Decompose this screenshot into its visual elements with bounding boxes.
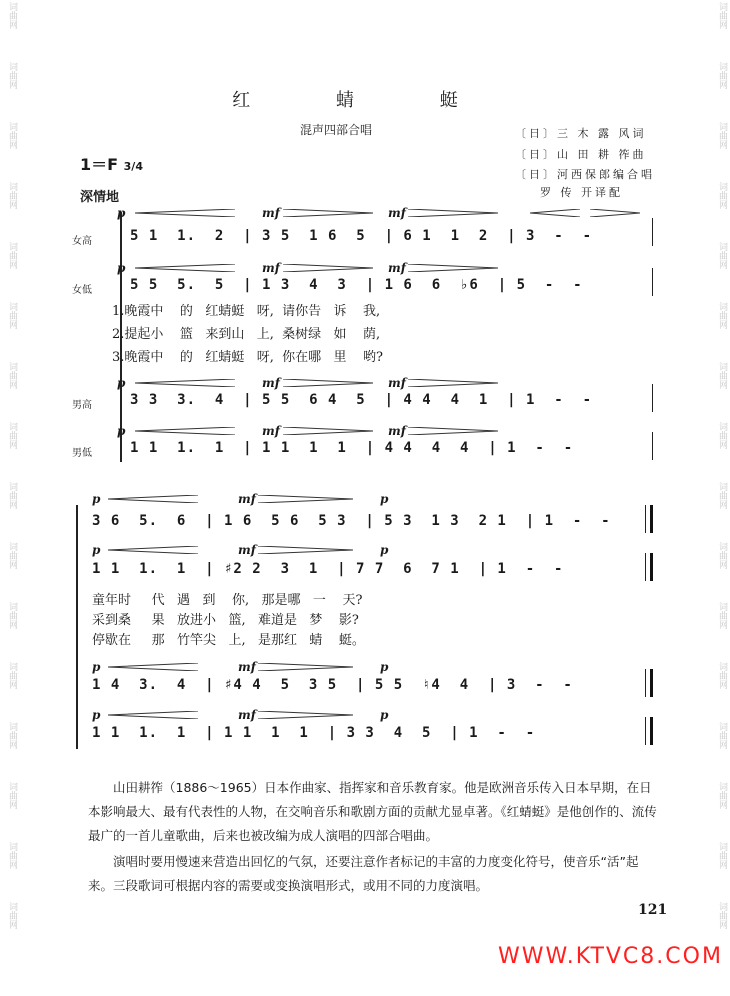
final-barline-thick <box>650 669 653 697</box>
dyn-p: p <box>92 492 101 506</box>
final-barline-thin <box>645 553 646 581</box>
crescendo-hairpin <box>135 427 235 435</box>
watermark-right: 词曲网 <box>717 722 727 749</box>
final-barline-thick <box>650 717 653 745</box>
diminuendo-hairpin <box>283 264 373 272</box>
tempo-marking: 深情地 <box>80 190 120 205</box>
watermark-left: 词曲网 <box>7 542 17 569</box>
final-barline-thin <box>645 669 646 697</box>
watermark-left: 词曲网 <box>7 302 17 329</box>
watermark-right: 词曲网 <box>717 542 727 569</box>
crescendo-hairpin <box>135 209 235 217</box>
final-barline-thick <box>650 505 653 533</box>
watermark-right: 词曲网 <box>717 842 727 869</box>
crescendo-hairpin <box>135 379 235 387</box>
time-signature: 3/4 <box>123 160 143 173</box>
page-number: 121 <box>638 902 668 918</box>
crescendo-hairpin <box>108 546 198 554</box>
song-subtitle: 混声四部合唱 <box>300 123 373 137</box>
dyn-p: p <box>380 543 389 557</box>
watermark-left: 词曲网 <box>7 662 17 689</box>
song-title: 红 蜻 蜓 <box>232 90 498 111</box>
diminuendo-hairpin <box>408 379 498 387</box>
watermark-right: 词曲网 <box>717 482 727 509</box>
watermark-right: 词曲网 <box>717 182 727 209</box>
barline <box>652 432 653 460</box>
dyn-mf: mf <box>262 424 280 438</box>
watermark-left: 词曲网 <box>7 422 17 449</box>
alto-line-2: 1 1 1. 1 | ♯2 2 3 1 | 7 7 6 7 1 | 1 - - <box>92 561 564 577</box>
crescendo-hairpin <box>108 495 198 503</box>
final-barline-thin <box>645 505 646 533</box>
diminuendo-hairpin <box>258 663 353 671</box>
voice-label-tenor: 男高 <box>72 400 92 411</box>
dyn-p: p <box>380 660 389 674</box>
site-watermark: WWW.KTVC8.COM <box>498 944 723 969</box>
dyn-p: p <box>92 543 101 557</box>
barline <box>652 218 653 246</box>
alto-line-1: 5 5 5. 5 | 1 3 4 3 | 1 6 6 ♭6 | 5 - - <box>130 277 583 293</box>
watermark-right: 词曲网 <box>717 62 727 89</box>
dyn-p: p <box>92 708 101 722</box>
key-signature <box>80 152 143 175</box>
diminuendo-hairpin <box>283 209 373 217</box>
diminuendo-hairpin <box>258 495 353 503</box>
dyn-mf: mf <box>388 206 406 220</box>
tenor-line-2: 1 4 3. 4 | ♯4 4 5 3 5 | 5 5 ♮4 4 | 3 - - <box>92 677 573 693</box>
performance-paragraph: 演唱时要用慢速来营造出回忆的气氛，还要注意作者标记的丰富的力度变化符号，使音乐“活”起来。三段歌词可根据内容的需要或变换演唱形式，或用不同的力度演唱。 <box>88 854 639 893</box>
intro-paragraph: 山田耕筰（1886～1965）日本作曲家、指挥家和音乐教育家。他是欧洲音乐传入日本早期，在日本影响最大、最有代表性的人物，在交响音乐和歌剧方面的贡献尤显卓著。《红蜻蜓》是他创作的、流传最广的一首儿童歌曲，后来也被改编为成人演唱的四部合唱曲。 <box>88 780 657 843</box>
soprano-line-1: 5 1 1. 2 | 3 5 1 6 5 | 6 1 1 2 | 3 - - <box>130 228 593 244</box>
watermark-right: 词曲网 <box>717 422 727 449</box>
dyn-mf: mf <box>262 206 280 220</box>
dyn-mf: mf <box>262 376 280 390</box>
watermark-left: 词曲网 <box>7 842 17 869</box>
final-barline-thick <box>650 553 653 581</box>
diminuendo-hairpin <box>590 209 640 217</box>
watermark-right: 词曲网 <box>717 602 727 629</box>
diminuendo-hairpin <box>408 209 498 217</box>
crescendo-hairpin <box>135 264 235 272</box>
final-barline-thin <box>645 717 646 745</box>
diminuendo-hairpin <box>258 711 353 719</box>
dyn-mf: mf <box>262 261 280 275</box>
watermark-left: 词曲网 <box>7 2 17 29</box>
watermark-left: 词曲网 <box>7 122 17 149</box>
lyric-verse-2: 2.提起小 篮 来到山 上, 桑树绿 如 荫, <box>112 327 381 342</box>
watermark-left: 词曲网 <box>7 782 17 809</box>
lyric-verse-1: 童年时 代 遇 到 你, 那是哪 一 天? <box>92 593 363 608</box>
dyn-mf: mf <box>238 492 256 506</box>
credit-translator: 罗 传 开译配 <box>540 186 623 199</box>
watermark-left: 词曲网 <box>7 602 17 629</box>
barline <box>652 268 653 296</box>
dyn-mf: mf <box>388 376 406 390</box>
lyric-verse-3: 停歇在 那 竹竿尖 上, 是那红 蜻 蜓。 <box>92 633 365 648</box>
credit-arranger: 〔日〕河西保郎编合唱 <box>515 168 655 181</box>
barline <box>652 384 653 412</box>
watermark-right: 词曲网 <box>717 362 727 389</box>
diminuendo-hairpin <box>283 427 373 435</box>
watermark-left: 词曲网 <box>7 182 17 209</box>
diminuendo-hairpin <box>283 379 373 387</box>
key-text: 1＝F <box>80 155 119 174</box>
voice-label-alto: 女低 <box>72 285 92 296</box>
dyn-p: p <box>380 708 389 722</box>
tenor-line-1: 3 3 3. 4 | 5 5 6 4 5 | 4 4 4 1 | 1 - - <box>130 392 593 408</box>
dyn-p: p <box>92 660 101 674</box>
diminuendo-hairpin <box>408 427 498 435</box>
watermark-left: 词曲网 <box>7 722 17 749</box>
crescendo-hairpin <box>108 663 198 671</box>
dyn-mf: mf <box>388 424 406 438</box>
dyn-p: p <box>117 261 126 275</box>
lyric-verse-2: 采到桑 果 放进小 篮, 难道是 梦 影? <box>92 613 359 628</box>
watermark-right: 词曲网 <box>717 242 727 269</box>
lyric-verse-3: 3.晚霞中 的 红蜻蜓 呀, 你在哪 里 哟? <box>112 350 384 365</box>
dyn-p: p <box>117 376 126 390</box>
system2-bracket <box>76 505 78 749</box>
credit-lyricist: 〔日〕三 木 露 风词 <box>515 127 647 140</box>
watermark-right: 词曲网 <box>717 2 727 29</box>
diminuendo-hairpin <box>408 264 498 272</box>
watermark-right: 词曲网 <box>717 782 727 809</box>
watermark-left: 词曲网 <box>7 242 17 269</box>
crescendo-hairpin <box>108 711 198 719</box>
dyn-mf: mf <box>388 261 406 275</box>
credit-composer: 〔日〕山 田 耕 筰曲 <box>515 148 647 161</box>
watermark-left: 词曲网 <box>7 62 17 89</box>
dyn-mf: mf <box>238 660 256 674</box>
dyn-mf: mf <box>238 543 256 557</box>
watermark-left: 词曲网 <box>7 362 17 389</box>
dyn-p: p <box>380 492 389 506</box>
watermark-left: 词曲网 <box>7 482 17 509</box>
crescendo-hairpin <box>530 209 580 217</box>
bass-line-2: 1 1 1. 1 | 1 1 1 1 | 3 3 4 5 | 1 - - <box>92 725 536 741</box>
voice-label-bass: 男低 <box>72 448 92 459</box>
bass-line-1: 1 1 1. 1 | 1 1 1 1 | 4 4 4 4 | 1 - - <box>130 440 574 456</box>
dyn-p: p <box>117 424 126 438</box>
dyn-p: p <box>117 206 126 220</box>
watermark-right: 词曲网 <box>717 902 727 929</box>
watermark-right: 词曲网 <box>717 662 727 689</box>
dyn-mf: mf <box>238 708 256 722</box>
watermark-right: 词曲网 <box>717 302 727 329</box>
lyric-verse-1: 1.晚霞中 的 红蜻蜓 呀, 请你告 诉 我, <box>112 304 381 319</box>
watermark-right: 词曲网 <box>717 122 727 149</box>
voice-label-soprano: 女高 <box>72 236 92 247</box>
soprano-line-2: 3 6 5. 6 | 1 6 5 6 5 3 | 5 3 1 3 2 1 | 1 - - <box>92 513 611 529</box>
watermark-left: 词曲网 <box>7 902 17 929</box>
diminuendo-hairpin <box>258 546 353 554</box>
